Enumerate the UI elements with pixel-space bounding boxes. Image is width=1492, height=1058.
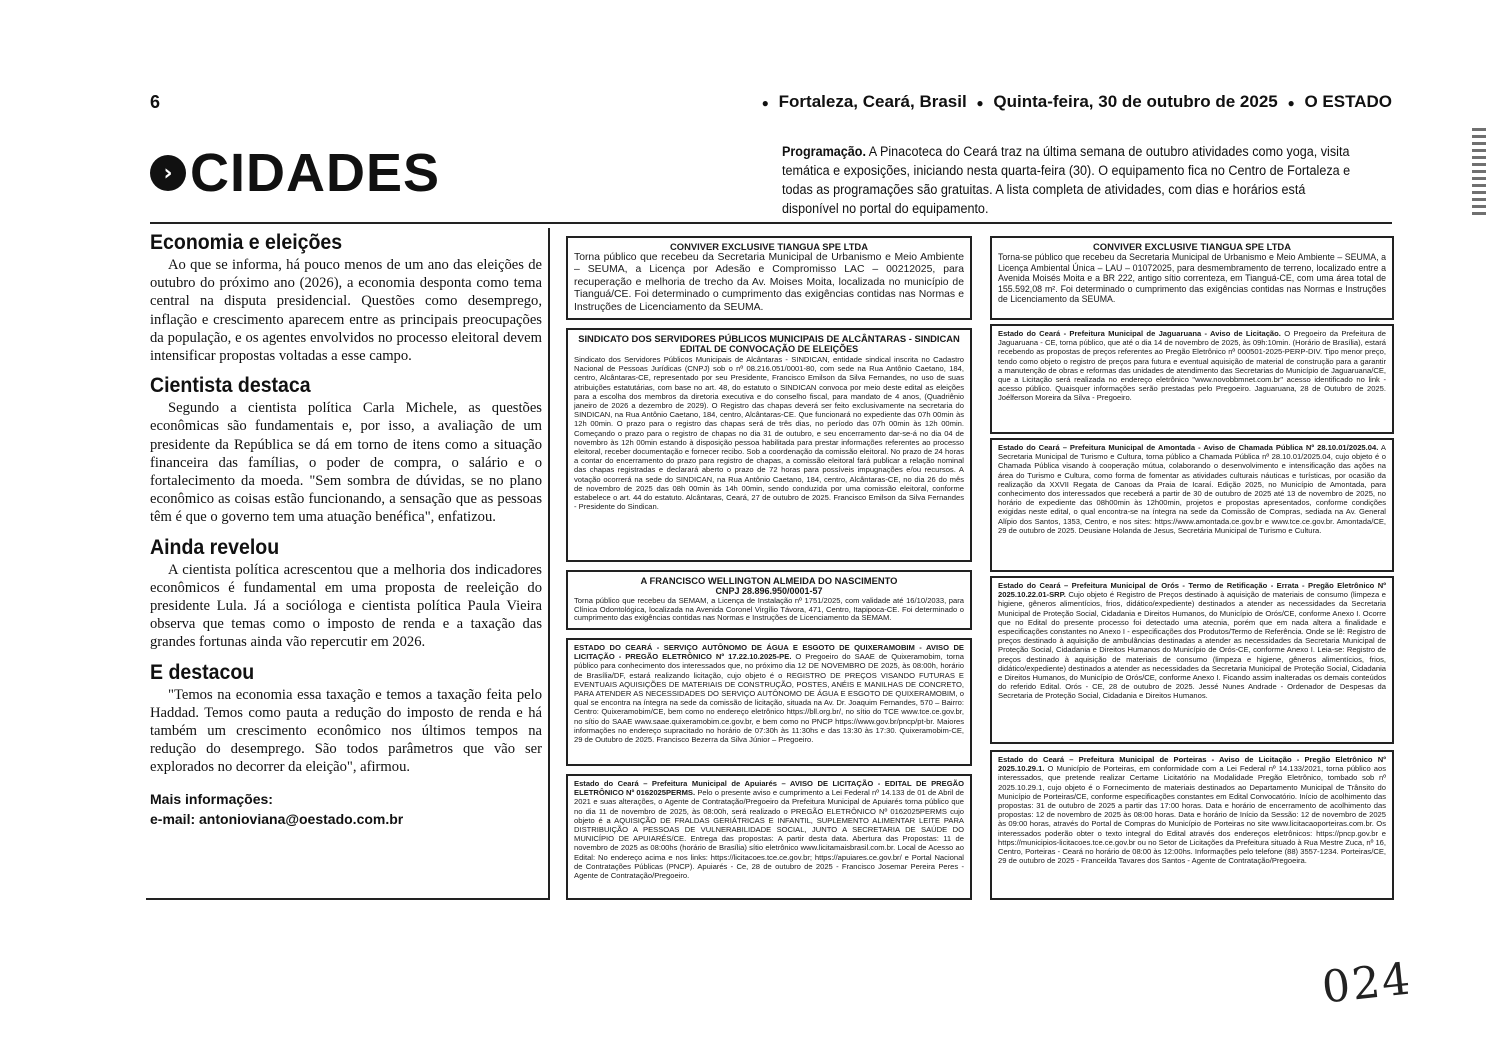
page-number: 6 — [150, 92, 161, 112]
paper-name: O ESTADO — [1304, 92, 1392, 111]
dateline — [757, 92, 1392, 112]
notice-title: CONVIVER EXCLUSIVE TIANGUA SPE LTDA — [1093, 241, 1291, 252]
subheading: Ainda revelou — [150, 535, 280, 559]
section-title: CIDADES — [190, 143, 441, 203]
section-heading — [150, 138, 440, 208]
legal-notice — [990, 236, 1394, 320]
legal-notice — [990, 324, 1394, 434]
page-header — [150, 92, 1392, 116]
dateline-date: Quinta-feira, 30 de outubro de 2025 — [993, 92, 1278, 111]
notice-title: ESTADO DO CEARÁ - SERVIÇO AUTÔNOMO DE ÁGUA E ESGOTO DE QUIXERAMOBIM - AVISO DE LICITAÇÃO - PREGÃO ELETRÔNICO Nº 17.22.10.2025-PE. — [574, 643, 964, 662]
promo-text: A Pinacoteca do Ceará traz na última semana de outubro atividades como yoga, visita temática e exposições, iniciando nesta quarta-feira (30). O equipamento fica no Centro de Fortaleza e todas as programações são gratuitas. A lista completa de atividades, com dias e horários está disponível no portal do equipamento. — [782, 144, 1351, 216]
handwritten-page-mark: 024 — [1319, 953, 1415, 1014]
paragraph: Segundo a cientista política Carla Michele, as questões econômicas são fundamentais e, por isso, a avaliação de um presidente da República se dá em torno de itens como a situação financeira das famílias, o poder de compra, o salário e o fortalecimento da moeda. "Sem sombra de dúvidas, se no plano econômico as coisas estão funcionando, a sensação que as pessoas têm é que o governo tem uma atuação benéfica", enfatizou. — [150, 400, 542, 526]
notice-title: CONVIVER EXCLUSIVE TIANGUA SPE LTDA — [670, 241, 868, 252]
notice-body: O Pregoeiro do SAAE de Quixeramobim, torna público para conhecimento dos interessados que, no próximo dia 12 DE NOVEMBRO DE 2025, às 08:00h, horário de Brasília/DF, estará realizando licitação, cujo objeto é o REGISTRO DE PREÇOS VISANDO FUTURAS E EVENTUAIS AQUISIÇÕES DE MATERIAIS DE CONSTRUÇÃO, POSTES, ANÉIS E MANILHAS DE CONCRETO, PARA ATENDER AS NECESSIDADES DO SERVIÇO AUTÔNOMO DE ÁGUA E ESGOTO DE QUIXERAMOBIM, o qual se encontra na íntegra na sede da comissão de licitação, situada na Av. Dr. Joaquim Fernandes, 570 – Bairro: Centro: Quixeramobim/CE, bem como no endereço eletrônico https://bll.org.br/, no sítio do TCE www.tce.ce.gov.br, no sítio do SAAE www.saae.quixeramobim.ce.gov.br, e bem como no PNCP https://www.gov.br/pncp/pt-br. Maiores informações no endereço supracitado no horário de 07:30h às 11:30hs e das 13:30 às 17:30. Quixeramobim-CE, 29 de Outubro de 2025. Francisco Bezerra da Silva Júnior – Pregoeiro. — [574, 652, 964, 745]
legal-notice — [990, 750, 1394, 900]
notice-title: Estado do Ceará – Prefeitura Municipal de Orós - Termo de Retificação - Errata - Pregão Eletrônico Nº 2025.10.22.01-SRP. — [998, 581, 1386, 600]
bullet-icon: ● — [976, 95, 984, 110]
scan-margin-mark — [1472, 128, 1486, 218]
dateline-place: Fortaleza, Ceará, Brasil — [778, 92, 967, 111]
notice-body: O Pregoeiro da Prefeitura de Jaguaruana - CE, torna público, que até o dia 14 de novembro de 2025, às 09h:10min. (Horário de Brasília), estará recebendo as propostas de preços referentes ao Pregão Eletrônico nº 000501-2025-PERP-DIV. Tipo menor preço, tendo como objeto o registro de preços para futura e eventual aquisição de material de construção para a garantir a manutenção de obras e reformas das unidades de atendimento das Secretarias do Município de Jaguaruana/CE, que a Licitação será realizada no endereço eletrônico "www.novobbmnet.com.br" acesso identificado no link - acesso público. Quaisquer informações serão prestadas pelo Pregoeiro. Jaguaruana, 28 de Outubro de 2025. Joélferson Moreira da Silva - Pregoeiro. — [998, 329, 1386, 403]
chevron-right-circle-icon: › — [150, 155, 186, 191]
notice-title: SINDICATO DOS SERVIDORES PÚBLICOS MUNICIPAIS DE ALCÂNTARAS - SINDICAN — [578, 333, 960, 344]
subheading: E destacou — [150, 660, 255, 684]
notice-body: Sindicato dos Servidores Públicos Municipais de Alcântaras - SINDICAN, entidade sindical inscrita no Cadastro Nacional de Pessoas Jurídicas (CNPJ) sob o nº 08.216.051/0001-80, com sede na Rua Antônio Caetano, 184, centro, Alcântaras-CE, representado por seu Presidente, Francisco Emilson da Silva Fernandes, no uso de suas atribuições estatutárias, com base no art. 48, do estatuto o SINDICAN convoca por meio deste edital as eleições para a escolha dos membros da diretoria executiva e do conselho fiscal, para mandato de 4 anos, (Quadriênio janeiro de 2026 a dezembro de 2029). O Registro das chapas deverá ser feito exclusivamente na secretaria do SINDICAN, na Rua Antônio Caetano, 184, centro, Alcântaras-CE. Que funcionará no expediente das 07h 00min às 12h 00min. O prazo para o registro das chapas será de três dias, no período das 07h 00min às 12h 00min. Começando o prazo para o registro de chapas no dia 31 de outubro, e seu encerramento dar-se-á no dia 04 de novembro às 12h 00min estando à disposição pessoa habilitada para prestar informações referentes ao processo eleitoral, receber documentação e fornecer recibo. Sob a coordenação da comissão eleitoral. No prazo de 24 horas a contar do encerramento do prazo para registro de chapas, a comissão eleitoral fará publicar a relação nominal das chapas registradas e declarará aberto o prazo de 72 horas para possíveis impugnações e/ou recursos. A votação ocorrerá na sede do SINDICAN, na Rua Antônio Caetano, 184, centro, Alcântaras-CE, no dia 26 do mês de novembro de 2025 das 08h 00min às 14h 00min, sendo conduzida por uma comissão eleitoral, conforme estabelece o art. 44 do estatuto. Alcântaras, Ceará, 27 de outubro de 2025. Francisco Emilson da Silva Fernandes - Presidente do Sindican. — [574, 355, 964, 512]
notice-title: Estado do Ceará – Prefeitura Municipal de Amontada - Aviso de Chamada Pública Nº 28.10.01/2025.04. — [998, 443, 1379, 452]
notice-body: A Secretaria Municipal de Turismo e Cultura, torna público a Chamada Pública nº 28.10.01/2025.04, cujo objeto é o Chamada Pública visando à cooperação mútua, colaborando o desenvolvimento e intensificação das ações na área do Turismo e Cultura, como forma de fomentar as atividades culturais náuticas e turísticas, por ocasião da realização da XXVII Regata de Canoas da Praia de Icaraí. Edição 2025, no Município de Amontada, para conhecimento dos interessados que receberá a partir de 30 de outubro de 2025 até 13 de novembro de 2025, no horário de expediente das 08h00min às 12h00min, projetos e propostas apresentados, conforme condições exigidas neste edital, o qual encontra-se na íntegra na sede da Comissão de Compras, sediada na Av. General Alípio dos Santos, 1353, Centro, e nos sites: https://www.amontada.ce.gov.br e www.tce.ce.gov.br. Amontada/CE, 29 de outubro de 2025. Deusiane Holanda de Jesus, Secretária Municipal de Turismo e Cultura. — [998, 443, 1386, 535]
legal-notice — [566, 236, 972, 320]
contact-info — [150, 789, 542, 829]
promo-lead: Programação. — [782, 144, 866, 159]
notice-body: Cujo objeto é Registro de Preços destinado à aquisição de materiais de consumo (limpeza e higiene, gêneros alimentícios, frios, didático/expediente) destinados a atender as necessidades da Secretaria Municipal de Proteção Social, Cidadania e Direitos Humanos, do Município de Orós/CE, conforme Anexo I. Ocorre que no Edital do presente processo foi detectado uma atecnia, porém que em nada altera a finalidade e especificações constantes no Anexo I - especificações dos Produtos/Termo de Referência. Onde se lê: Registro de preços destinado à aquisição de ambulâncias destinadas a atender as necessidades da Secretaria Municipal de Proteção Social, Cidadania e Direitos Humanos do Município de Orós-CE, conforme Anexo I. Leia-se: Registro de preços destinado à aquisição de materiais de consumo (limpeza e higiene, gêneros alimentícios, frios, didático/expediente) destinados a atender as necessidades da Secretaria Municipal de Proteção Social, Cidadania e Direitos Humanos, do Município de Orós/CE, conforme Anexo I. Ficando assim inalteradas os demais conteúdos do referido Edital. Orós - CE, 28 de outubro de 2025. Jessé Nunes Andrade - Ordenador de Despesas da Secretaria de Proteção Social, Cidadania e Direitos Humanos. — [998, 590, 1386, 701]
subheading: Cientista destaca — [150, 374, 311, 398]
subheading: Economia e eleições — [150, 231, 343, 254]
article-column — [146, 228, 550, 900]
promo-blurb — [782, 142, 1355, 218]
paragraph: "Temos na economia essa taxação e temos a taxação feita pelo Haddad. Temos como pauta a redução do imposto de renda e há também um crescimento econômico nos últimos tempos na redução do desemprego. São todos parâmetros que vão ser explorados no decorrer da eleição", afirmou. — [150, 686, 542, 776]
notice-body: Pelo o presente aviso e cumprimento a Lei Federal nº 14.133 de 01 de Abril de 2021 e suas alterações, o Agente de Contratação/Pregoeiro da Prefeitura Municipal de Apuiarés torna público que no dia 11 de novembro de 2025, às 08:00h, será realizado o PREGÃO ELETRÔNICO Nº 0162025PERMS cujo objeto é a AQUISIÇÃO DE FRALDAS GERIÁTRICAS E INFANTIL, SUPLEMENTO ALIMENTAR LEITE PARA DISTRIBUIÇÃO A PESSOAS DE VULNERABILIDADE SOCIAL, JUNTO A SECRETARIA DE SAÚDE DO MUNICÍPIO DE APUIARÉS/CE. Entrega das propostas: A partir desta data. Abertura das Propostas: 11 de novembro de 2025 as 08:00hs (horário de Brasília) sítio eletrônico www.licitamaisbrasil.com.br. Local de Acesso ao Edital: No endereço acima e nos links: https://licitacoes.tce.ce.gov.br; https://apuiares.ce.gov.br/ e Portal Nacional de Contratações Públicas (PNCP). Apuiarés - Ce, 28 de outubro de 2025 - Francisco Josemar Pereira Peres - Agente de Contratação/Pregoeiro. — [574, 788, 964, 881]
notice-title: Estado do Ceará - Prefeitura Municipal de Jaguaruana - Aviso de Licitação. — [998, 329, 1281, 338]
notice-title: Estado do Ceará – Prefeitura Municipal de Apuiarés – AVISO DE LICITAÇÃO - EDITAL DE PREGÃO ELETRÔNICO Nº 0162025PERMS. — [574, 779, 964, 798]
contact-email: e-mail: antonioviana@oestado.com.br — [150, 810, 404, 827]
notice-title: Estado do Ceará – Prefeitura Municipal de Porteiras - Aviso de Licitação - Pregão Eletrônico Nº 2025.10.29.1. — [998, 755, 1386, 774]
contact-label: Mais informações: — [150, 790, 273, 807]
notice-body: O Município de Porteiras, em conformidade com a Lei Federal nº 14.133/2021, torna público aos interessados, que pretende realizar Certame Licitatório na Modalidade Pregão Eletrônico, tombado sob nº 2025.10.29.1, cujo objeto é o Fornecimento de materiais destinados ao Departamento Municipal de Trânsito do Município de Porteiras/CE, conforme especificações constantes em Edital Convocatório. Início de acolhimento das propostas: 31 de outubro de 2025 a partir das 17:00 horas. Data e horário de encerramento de acolhimento das propostas: 12 de novembro de 2025 às 08:00 horas. Data e horário de Início da Sessão: 12 de novembro de 2025 às 09:00 horas, através do Portal de Compras do Município de Porteiras no site www.licitacaoporteiras.com.br. Os interessados poderão obter o texto integral do Edital através dos endereços eletrônicos: https://pncp.gov.br e https://municipios-licitacoes.tce.ce.gov.br ou no Setor de Licitações da Prefeitura situado à Rua Mestre Zuca, nº 16, Centro, Porteiras - Ceará no horário de 08:00 às 12:00hs. Informações pelo telefone (88) 3557-1234. Porteiras/CE, 29 de outubro de 2025 - Franceilda Tavares dos Santos - Agente de Contratação/Pregoeira. — [998, 764, 1387, 866]
legal-notice — [990, 438, 1394, 572]
legal-notice — [566, 774, 972, 900]
paragraph: A cientista política acrescentou que a melhoria dos indicadores econômicos é fundamental em uma proposta de reeleição do presidente Lula. Já a socióloga e cientista política Paula Vieira observa que temas como o imposto de renda e a taxação das grandes fortunas ainda vão repercutir em 2026. — [150, 561, 542, 651]
bullet-icon: ● — [761, 95, 769, 110]
notice-body: Torna público que recebeu da SEMAM, a Licença de Instalação nº 1751/2025, com validade até 16/10/2033, para Clínica Odontológica, localizada na Avenida Coronel Virgílio Távora, 471, Centro, Itapipoca-CE. Foi determinado o cumprimento das exigências contidas nas Normas e Instruções de Licenciamento da SEMAM. — [574, 596, 964, 623]
legal-notice — [566, 328, 972, 562]
legal-notice — [990, 576, 1394, 744]
legal-notice — [566, 570, 972, 630]
paragraph: Ao que se informa, há pouco menos de um ano das eleições de outubro do próximo ano (2026), a economia desponta como tema central na disputa presidencial. Questões como desemprego, inflação e crescimento aparecem entre as principais preocupações da população, e os agentes envolvidos no processo eleitoral devem intensificar propostas voltadas a esse campo. — [150, 257, 542, 365]
divider — [150, 222, 1392, 224]
notice-title: A FRANCISCO WELLINGTON ALMEIDA DO NASCIMENTO — [640, 575, 898, 586]
legal-notice — [566, 638, 972, 766]
notice-subtitle: EDITAL DE CONVOCAÇÃO DE ELEIÇÕES — [679, 344, 859, 354]
bullet-icon: ● — [1287, 95, 1295, 110]
notice-body: Torna-se público que recebeu da Secretaria Municipal de Urbanismo e Meio Ambiente – SEUMA, a Licença Ambiental Única – LAU – 01072025, para desmembramento de terreno, localizado entre a Avenida Moisés Moita e a BR 222, antigo sítio correnteza, em Tianguá-CE, com uma área total de 155.592,08 m². Foi determinado o cumprimento das exigências contidas nas Normas e Instruções de Licenciamento da SEUMA. — [998, 252, 1386, 305]
notice-subtitle: CNPJ 28.896.950/0001-57 — [715, 586, 823, 596]
notice-body: Torna público que recebeu da Secretaria Municipal de Urbanismo e Meio Ambiente – SEUMA, a Licença por Adesão e Compromisso LAC – 00212025, para recuperação e melhoria de trecho da Av. Moises Moita, localizada no município de Tianguá/CE. Foi determinado o cumprimento das exigências contidas nas Normas e Instruções de Licenciamento da SEUMA. — [574, 252, 964, 313]
